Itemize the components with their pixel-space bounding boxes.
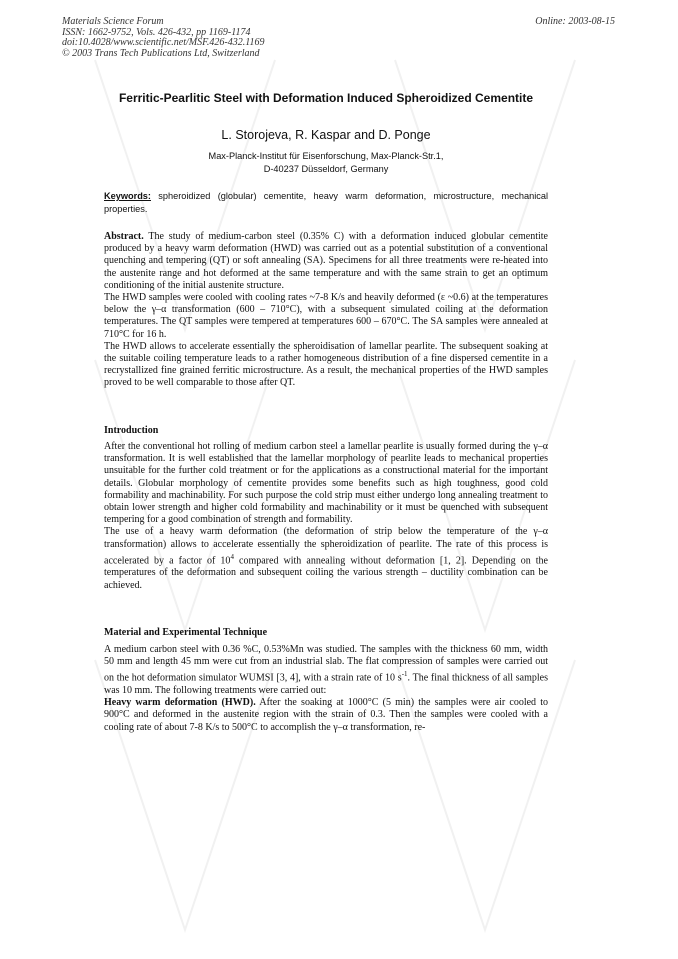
- hwd-label: Heavy warm deformation (HWD).: [104, 697, 256, 709]
- abstract: [104, 231, 548, 390]
- abstract-text: The study of medium-carbon steel (0.35% C) with a deformation induced globular cementite produced by a heavy warm deformation (HWD) was carried out as a potential substitution of a conventional quenching and tempering (QT) or soft annealing (SA). Specimens for all three treatments were re-heated into the austenite range and hot deformed at the same temperature and with the same strain to get an optimum conditioning of the initial austenite structure.: [104, 231, 548, 291]
- doi-link[interactable]: doi:10.4028/www.scientific.net/MSF.426-432.1169: [62, 37, 265, 48]
- materials-paragraph: [104, 697, 548, 734]
- intro-text: The use of a heavy warm deformation (the deformation of strip below the temperature of the γ–α transformation) allows to accelerate essentially the spheroidization of pearlite. The rate of this process is accelerated by a factor of 10: [104, 526, 548, 567]
- materials-text: . The final thickness of all samples was 10 mm. The following treatments were carried out:: [104, 672, 548, 696]
- journal-header: [62, 17, 402, 59]
- section-heading-materials: Material and Experimental Technique: [104, 627, 268, 638]
- paper-title: Ferritic-Pearlitic Steel with Deformation Induced Spheroidized Cementite: [118, 91, 534, 105]
- online-date: Online: 2003-08-15: [535, 16, 615, 27]
- affiliation: [104, 150, 548, 175]
- superscript: 4: [230, 552, 234, 561]
- hwd-text: After the soaking at 1000°C (5 min) the samples were air cooled to 900°C and deformed in the austenite region with the strain of 0.3. Then the samples were cooled with a cooling rate of about 7-8 K/s to 500°C to accomplish the γ–α transformation, re-: [104, 697, 548, 733]
- abstract-paragraph: The HWD samples were cooled with cooling rates ~7-8 K/s and heavily deformed (ε ~0.6) at the temperatures below the γ–α transformation (600 – 710°C), with a subsequent simulated coiling at the deformation temperatures. The QT samples were tempered at temperatures 600 – 670°C. The SA samples were annealed at 710°C for 16 h.: [104, 292, 548, 340]
- abstract-paragraph: [104, 231, 548, 292]
- section-heading-introduction: Introduction: [104, 425, 159, 436]
- author-list: L. Storojeva, R. Kaspar and D. Ponge: [221, 128, 431, 142]
- abstract-label: Abstract.: [104, 231, 144, 242]
- keywords-text: spheroidized (globular) cementite, heavy warm deformation, microstructure, mechanical properties.: [104, 191, 548, 214]
- intro-text: compared with annealing without deformation [1, 2]. Depending on the temperatures of the deformation and subsequent coiling the various strength – ductility combination can be achieved.: [104, 555, 548, 591]
- superscript: -1: [401, 670, 408, 679]
- journal-name: Materials Science Forum: [62, 16, 164, 27]
- affiliation-line: Max-Planck-Institut für Eisenforschung, Max-Planck-Str.1,: [208, 151, 444, 161]
- issn-line: ISSN: 1662-9752, Vols. 426-432, pp 1169-1174: [62, 26, 251, 38]
- materials-text: A medium carbon steel with 0.36 %C, 0.53%Mn was studied. The samples with the thickness 60 mm, width 50 mm and length 45 mm were cut from an industrial slab. The flat compression of samples were carried out on the hot deformation simulator WUMSI [3, 4], with a strain rate of 10 s: [104, 644, 548, 684]
- keywords: [104, 190, 548, 215]
- abstract-paragraph: The HWD allows to accelerate essentially the spheroidisation of lamellar pearlite. The subsequent soaking at the suitable coiling temperature leads to a rather homogeneous distribution of a fine dispersed cementite in a recrystallized fine grained ferritic microstructure. As a result, the mechanical properties of the HWD samples proved to be well comparable to those after QT.: [104, 340, 548, 389]
- intro-paragraph: [104, 526, 548, 591]
- copyright-line: © 2003 Trans Tech Publications Ltd, Switzerland: [62, 47, 260, 59]
- keywords-label: Keywords:: [104, 191, 151, 201]
- introduction-body: [104, 441, 548, 592]
- intro-paragraph: After the conventional hot rolling of medium carbon steel a lamellar pearlite is usually formed during the γ–α transformation. It is well established that the lamellar morphology of pearlite leads to mechanical properties unsuitable for the further cold treatment or for the applications as a constructional material for the important details. Globular morphology of cementite provides some benefits such as high toughness, good cold formability and machinability. For such purpose the cold strip must either undergo long annealing treatment to obtain lower strength and higher cold formability and machinability or it must be quenched with subsequent tempering for a good combination of strength and formability.: [104, 441, 548, 526]
- materials-paragraph: [104, 644, 548, 697]
- materials-body: [104, 644, 548, 734]
- affiliation-line: D-40237 Düsseldorf, Germany: [263, 163, 389, 174]
